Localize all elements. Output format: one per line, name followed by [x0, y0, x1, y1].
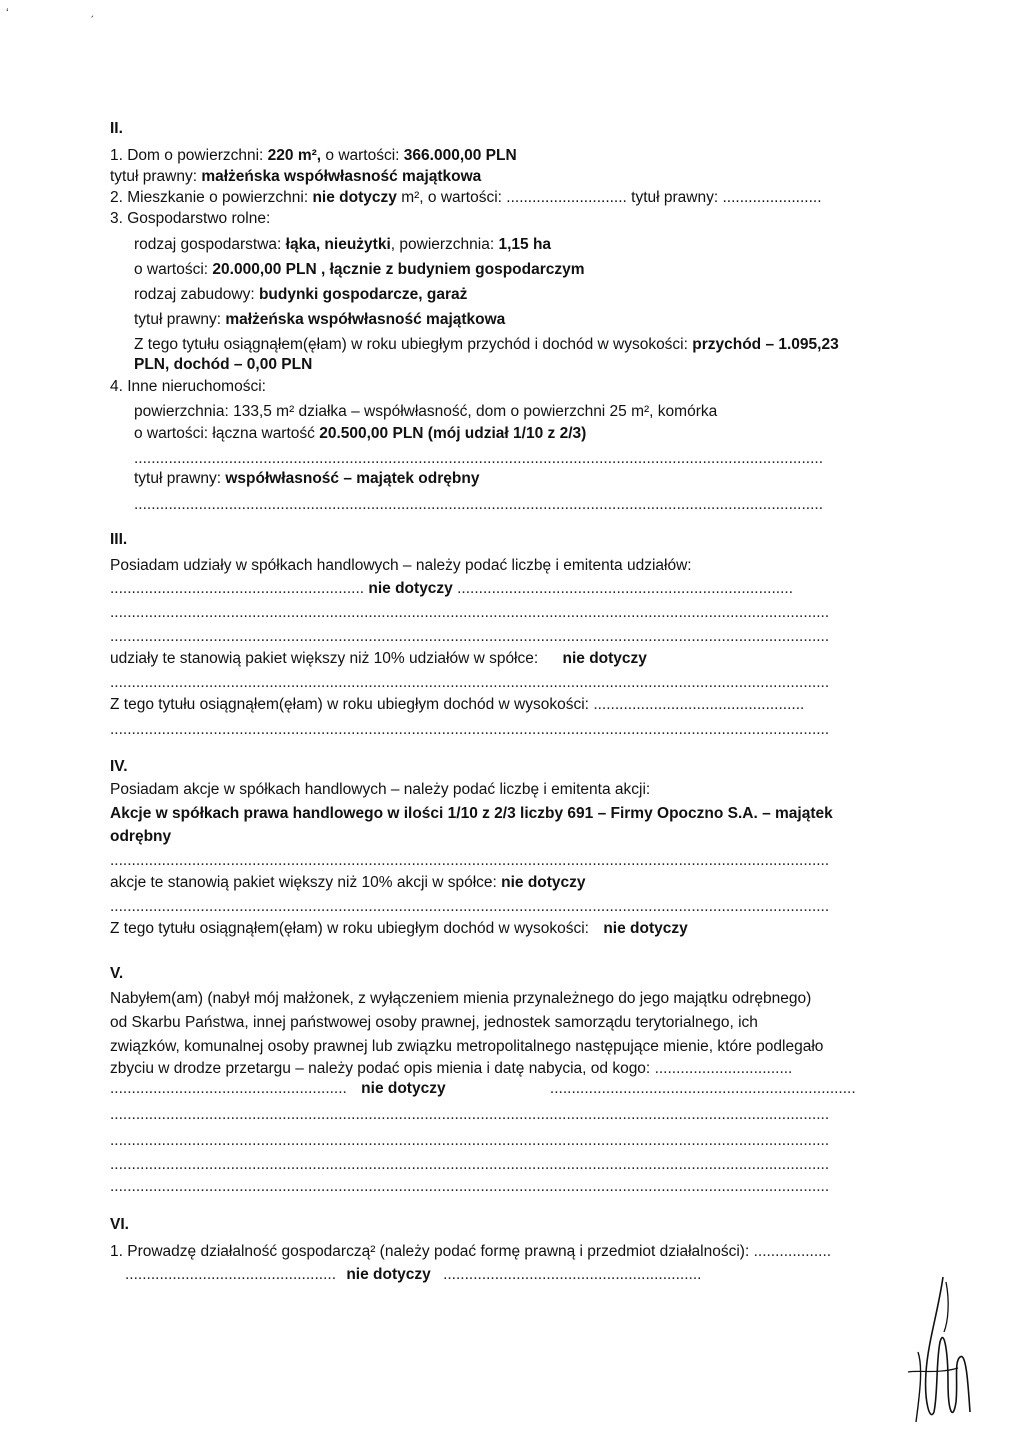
section-v-value: nie dotyczy — [361, 1080, 446, 1097]
item1-line — [110, 147, 517, 165]
section-iii-line4-label: Z tego tytułu osiągnąłem(ęłam) w roku ubiegłym dochód w wysokości: — [110, 696, 589, 713]
section-iii-line4 — [110, 696, 804, 714]
section-iv-line2: Akcje w spółkach prawa handlowego w ilości 1/10 z 2/3 liczby 691 – Firmy Opoczno S.A. – majątek — [110, 805, 833, 822]
dotted-line: ............................................................ — [443, 1266, 702, 1283]
section-iii-title: III. — [110, 531, 128, 548]
section-iii-value: nie dotyczy — [368, 580, 453, 597]
section-iv-line5 — [110, 920, 688, 938]
item4-title-label: tytuł prawny: — [134, 470, 222, 487]
section-iv-line5-label: Z tego tytułu osiągnąłem(ęłam) w roku ubiegłym dochód w wysokości: — [110, 920, 589, 937]
dotted-line: ....................................................................... — [549, 1080, 856, 1097]
item3-title-line — [134, 311, 505, 329]
dotted-line: ....................................................................................................................................................................... — [110, 628, 830, 645]
section-iv-line5-value: nie dotyczy — [603, 920, 688, 937]
item3-build-label: rodzaj zabudowy: — [134, 286, 255, 303]
section-v-p1: Nabyłem(am) (nabył mój małżonek, z wyłączeniem mienia przynależnego do jego majątku odrębnego) — [110, 990, 812, 1007]
dotted-line: ....................................................................................................................................................................... — [110, 721, 830, 738]
item3-type-label: rodzaj gospodarstwa: — [134, 236, 282, 253]
scan-mark: ʻ — [6, 6, 9, 20]
dotted-line: ....................................................................................................................................................................... — [110, 1132, 830, 1149]
dotted-line: ................................ — [654, 1060, 793, 1077]
section-iii-line3-label: udziały te stanowią pakiet większy niż 10% udziałów w spółce: — [110, 650, 539, 667]
dotted-line: ....................................................................................................................................................................... — [110, 604, 830, 621]
section-iii-line1: Posiadam udziały w spółkach handlowych – należy podać liczbę i emitenta udziałów: — [110, 557, 692, 574]
item4-worth-line — [134, 425, 586, 443]
section-iii-line3-value: nie dotyczy — [562, 650, 647, 667]
section-vi-value: nie dotyczy — [346, 1266, 431, 1283]
item4-prefix: 4. Inne nieruchomości: — [110, 378, 266, 395]
dotted-line: ................................................................................................................................................................ — [134, 496, 824, 513]
item3-worth-value: 20.000,00 PLN , łącznie z budyniem gospodarczym — [212, 261, 585, 278]
item3-type-value: łąka, nieużytki — [285, 236, 391, 253]
section-v-p4: zbyciu w drodze przetargu – należy podać opis mienia i datę nabycia, od kogo: — [110, 1060, 651, 1077]
dotted-line: ....................................................................................................................................................................... — [110, 1178, 830, 1195]
dotted-line: ....................................................................................................................................................................... — [110, 1106, 830, 1123]
item3-worth-label: o wartości: — [134, 261, 209, 278]
item2-line — [110, 189, 822, 207]
item2-value: nie dotyczy — [312, 189, 397, 206]
item4-worth-value: 20.500,00 PLN (mój udział 1/10 z 2/3) — [319, 425, 587, 442]
section-v-p3: związków, komunalnej osoby prawnej lub związku metropolitalnego następujące mienie, które podlegało — [110, 1038, 824, 1055]
section-vi-title: VI. — [110, 1216, 129, 1233]
section-iii-line3 — [110, 650, 647, 668]
item3-worth-line — [134, 261, 585, 279]
item3-type-line — [134, 236, 551, 254]
section-vi-item1-line — [110, 1243, 831, 1261]
dotted-line: ................................................. — [125, 1266, 337, 1283]
section-vi-value-line — [125, 1266, 701, 1284]
section-v-p2: od Skarbu Państwa, innej państwowej osoby prawnej, jednostek samorządu terytorialnego, ich — [110, 1014, 758, 1031]
item2-rest: m², o wartości: ............................ tytuł prawny: ....................... — [401, 189, 822, 206]
item1-mid: o wartości: — [325, 147, 400, 164]
section-vi-item1: 1. Prowadzę działalność gospodarczą² (należy podać formę prawną i przedmiot działalności): — [110, 1243, 750, 1260]
item3-build-value: budynki gospodarcze, garaż — [258, 286, 468, 303]
item3-area-label: , powierzchnia: — [390, 236, 495, 253]
item3-income-label: Z tego tytułu osiągnąłem(ęłam) w roku ubiegłym przychód i dochód w wysokości: — [134, 336, 688, 353]
section-v-value-line — [110, 1080, 856, 1098]
item4-worth-label: o wartości: łączna wartość — [134, 425, 315, 442]
dotted-line: ........................................................... — [110, 580, 365, 597]
dotted-line: ....................................................... — [110, 1080, 347, 1097]
section-iv-line4-label: akcje te stanowią pakiet większy niż 10% akcji w spółce: — [110, 874, 497, 891]
item4-area: powierzchnia: 133,5 m² działka – współwłasność, dom o powierzchni 25 m², komórka — [134, 403, 718, 420]
item1-value: 366.000,00 PLN — [403, 147, 517, 164]
dotted-line: ....................................................................................................................................................................... — [110, 1156, 830, 1173]
item1-prefix: 1. Dom o powierzchni: — [110, 147, 264, 164]
item3-income-value2: PLN, dochód – 0,00 PLN — [134, 356, 313, 373]
section-iv-line4-value: nie dotyczy — [501, 874, 586, 891]
item3-area-value: 1,15 ha — [498, 236, 552, 253]
section-ii-title: II. — [110, 120, 123, 137]
section-v-p4-line — [110, 1060, 792, 1078]
item2-prefix: 2. Mieszkanie o powierzchni: — [110, 189, 309, 206]
item3-title-label: tytuł prawny: — [134, 311, 222, 328]
dotted-line: ....................................................................................................................................................................... — [110, 852, 830, 869]
dotted-line: ....................................................................................................................................................................... — [110, 674, 830, 691]
item3-income-line — [134, 336, 839, 354]
item4-title-value: współwłasność – majątek odrębny — [225, 470, 480, 487]
item3-income-value1: przychód – 1.095,23 — [692, 336, 839, 353]
dotted-line: .................. — [753, 1243, 832, 1260]
item1-title-line — [110, 168, 481, 186]
section-iii-line2 — [110, 580, 793, 598]
item3-title-value: małżeńska współwłasność majątkowa — [225, 311, 506, 328]
item3-prefix: 3. Gospodarstwo rolne: — [110, 210, 271, 227]
dotted-line: ................................................. — [593, 696, 805, 713]
scan-mark: ˏ — [90, 4, 94, 18]
section-iv-title: IV. — [110, 758, 128, 775]
dotted-line: ................................................................................................................................................................ — [134, 450, 824, 467]
section-iv-line3: odrębny — [110, 828, 172, 845]
section-iv-line4 — [110, 874, 586, 892]
dotted-line: ....................................................................................................................................................................... — [110, 898, 830, 915]
dotted-line: .............................................................................. — [457, 580, 794, 597]
section-iv-line1: Posiadam akcje w spółkach handlowych – należy podać liczbę i emitenta akcji: — [110, 781, 651, 798]
handwritten-signature — [898, 1272, 988, 1432]
item1-area: 220 m², — [267, 147, 322, 164]
item1-title-value: małżeńska współwłasność majątkowa — [201, 168, 482, 185]
section-v-title: V. — [110, 965, 124, 982]
item3-build-line — [134, 286, 467, 304]
item1-title-label: tytuł prawny: — [110, 168, 198, 185]
item4-title-line — [134, 470, 479, 488]
